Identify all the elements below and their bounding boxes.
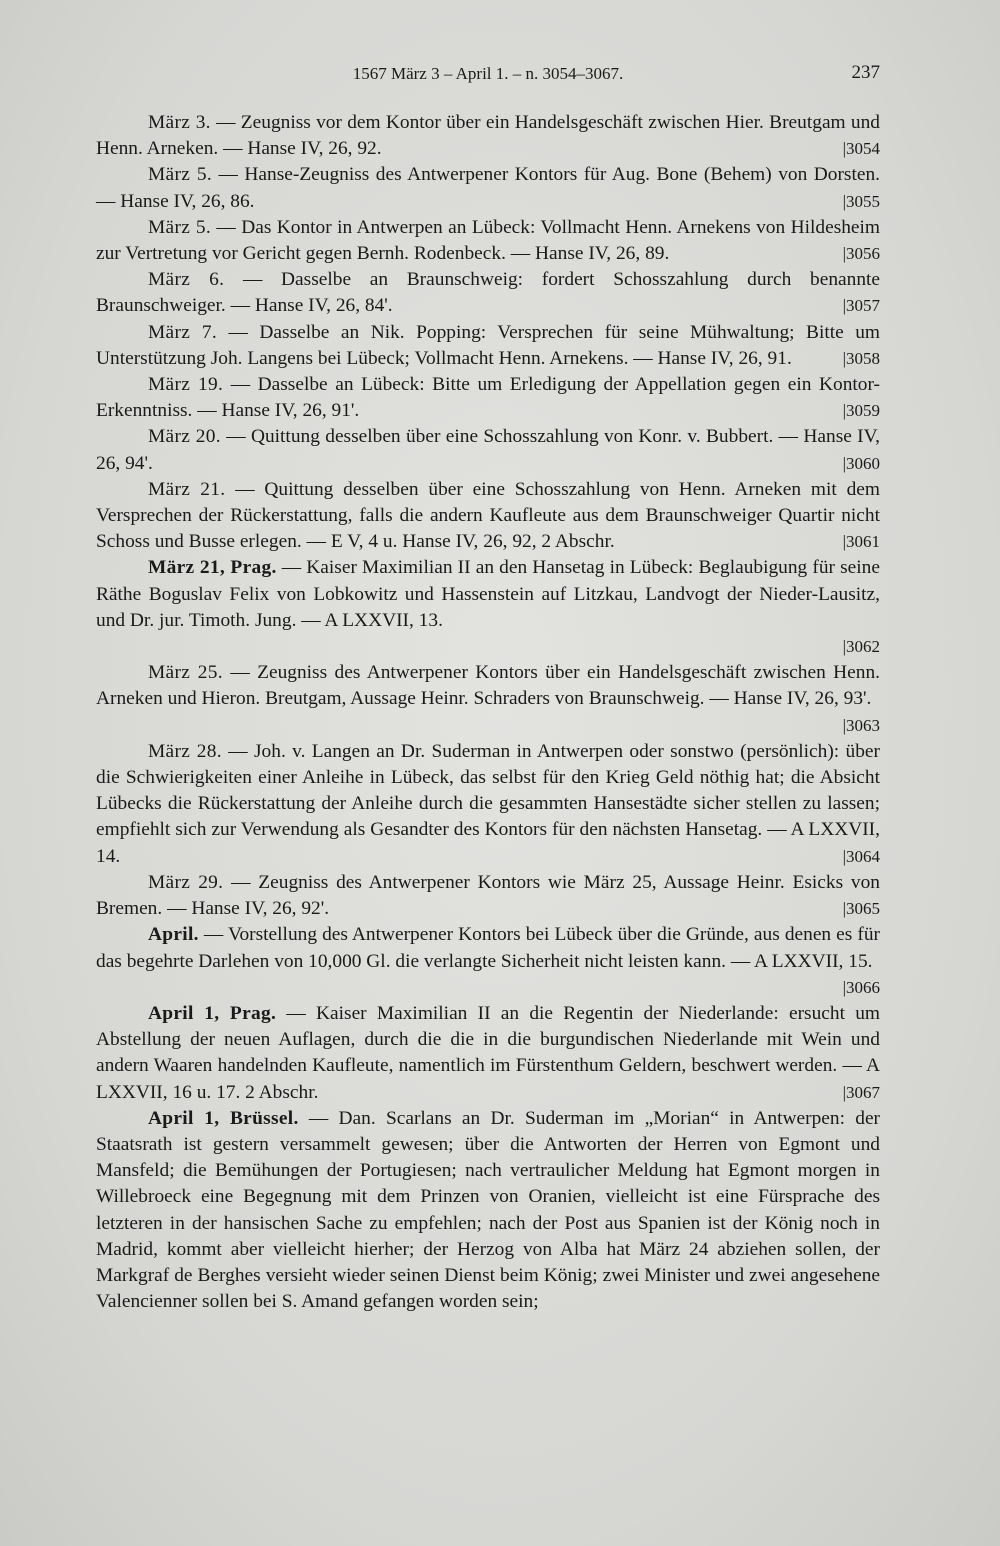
entry-number: |3054 — [842, 139, 880, 159]
entry-text: — Zeugniss vor dem Kontor über ein Handelsgeschäft zwischen Hier. Breutgam und Henn. Arneken. — Hanse IV, 26, 92. — [96, 112, 880, 160]
entry-text: — Kaiser Maximilian II an den Hansetag in Lübeck: Beglaubigung für seine Räthe Boguslav Felix von Lobkowitz und Hassenstein auf Litzkau, Landvogt der Nieder-Lausitz, und Dr. jur. Timoth. Jung. — A LXXVII, 13. — [96, 557, 880, 631]
running-title: 1567 März 3 – April 1. – n. 3054–3067. — [352, 64, 624, 83]
regest-entry — [96, 320, 880, 372]
entry-text: — Dasselbe an Braunschweig: fordert Schosszahlung durch benannte Braunschweiger. — Hanse IV, 26, 84'. — [96, 269, 881, 317]
entry-number: |3058 — [842, 348, 880, 368]
entry-number: |3056 — [842, 244, 880, 264]
regest-entry — [96, 555, 880, 660]
entry-number: |3067 — [842, 1082, 880, 1102]
entry-text: — Dan. Scarlans an Dr. Suderman im „Morian“ in Antwerpen: der Staatsrath ist gestern versammelt gewesen; über die Antworten der Herren von Egmont und Mansfeld; die Bemühungen der Portugiesen; nach vertraulicher Meldung hat Egmont morgen in Willebroeck eine Begegnung mit dem Prinzen von Oranien, vielleicht ist eine Fürsprache des letzteren in der hansischen Sache zu empfehlen; nach der Post aus Spanien ist der König noch in Madrid, kommt aber vielleicht hierher; der Herzog von Alba hat März 24 abziehen sollen, der Markgraf de Berghes versieht wieder seinen Dienst beim König; zwei Minister und zwei angesehene Valencienner sollen bei S. Amand gefangen worden sein; — [96, 1107, 881, 1313]
entry-text: — Quittung desselben über eine Schosszahlung von Konr. v. Bubbert. — Hanse IV, 26, 94'. — [96, 426, 880, 474]
regest-entry — [96, 1001, 880, 1106]
regest-entry — [96, 110, 880, 162]
entry-date: März 7. — [148, 321, 218, 343]
entry-text: — Hanse-Zeugniss des Antwerpener Kontors für Aug. Bone (Behem) von Dorsten. — Hanse IV, 26, 86. — [96, 164, 881, 212]
regest-entry — [96, 424, 880, 476]
regest-entry — [96, 477, 880, 556]
regest-entry — [96, 215, 880, 267]
entry-date: März 5. — [148, 216, 211, 238]
entry-date: April 1, Brüssel. — [148, 1107, 299, 1129]
entry-date: März 28. — [148, 740, 222, 762]
entry-number: |3059 — [842, 401, 880, 421]
regest-entry — [96, 267, 880, 319]
regest-list — [96, 110, 880, 1315]
regest-entry — [96, 870, 880, 922]
entry-date: März 5. — [148, 164, 213, 186]
entry-text: — Joh. v. Langen an Dr. Suderman in Antwerpen oder sonstwo (persönlich): über die Schwierigkeiten einer Anleihe in Lübeck, das selbst für den Krieg Geld nöthig hat; die Absicht Lübecks die Rückerstattung der Anleihe durch die gesammten Hansestädte sicher stellen zu lassen; empfiehlt sich zur Verwendung als Gesandter des Kontors für den nächsten Hansetag. — A LXXVII, 14. — [96, 740, 880, 867]
entry-text: — Quittung desselben über eine Schosszahlung von Henn. Arneken mit dem Versprechen der Rückerstattung, falls die andern Kaufleute aus dem Braunschweiger Quartir nicht Schoss und Busse erlegen. — E V, 4 u. Hanse IV, 26, 92, 2 Abschr. — [96, 478, 880, 553]
entry-text: — Das Kontor in Antwerpen an Lübeck: Vollmacht Henn. Arnekens von Hildesheim zur Vertretung vor Gericht gegen Bernh. Rodenbeck. — Hanse IV, 26, 89. — [96, 216, 881, 265]
entry-text: — Kaiser Maximilian II an die Regentin der Niederlande: ersucht um Abstellung der neuen Auflagen, durch die die in die burgundischen Niederlande mit Wein und andern Waaren handelnden Kaufleute, namentlich im Fürstenthum Geldern, beschwert werden. — A LXXVII, 16 u. 17. 2 Abschr. — [96, 1002, 880, 1103]
entry-date: März 3. — [148, 112, 211, 133]
entry-number: |3055 — [842, 191, 880, 211]
entry-date: April. — [148, 924, 199, 946]
entry-number: |3061 — [842, 532, 880, 552]
entry-date: März 25. — [148, 662, 223, 684]
entry-number: |3057 — [842, 296, 880, 316]
regest-entry — [96, 372, 880, 424]
entry-text: — Zeugniss des Antwerpener Kontors wie März 25, Aussage Heinr. Esicks von Bremen. — Hanse IV, 26, 92'. — [96, 871, 881, 920]
entry-text: — Dasselbe an Nik. Popping: Versprechen für seine Mühwaltung; Bitte um Unterstützung Joh. Langens bei Lübeck; Vollmacht Henn. Arnekens. — Hanse IV, 26, 91. — [96, 321, 880, 369]
entry-date: März 21, Prag. — [148, 557, 277, 579]
entry-text: — Dasselbe an Lübeck: Bitte um Erledigung der Appellation gegen ein Kontor-Erkenntniss. — Hanse IV, 26, 91'. — [96, 374, 880, 422]
entry-number: |3063 — [842, 715, 880, 735]
entry-date: März 20. — [148, 426, 221, 448]
page-header — [96, 62, 880, 88]
entry-date: März 21. — [148, 478, 226, 500]
regest-entry — [96, 162, 880, 214]
entry-date: März 6. — [148, 269, 225, 291]
entry-date: März 29. — [148, 871, 224, 893]
entry-number: |3066 — [842, 977, 880, 997]
entry-number: |3065 — [842, 899, 880, 919]
entry-number: |3064 — [842, 846, 880, 866]
entry-date: April 1, Prag. — [148, 1002, 277, 1024]
regest-entry — [96, 739, 880, 870]
entry-number: |3062 — [842, 637, 880, 657]
entry-text: — Vorstellung des Antwerpener Kontors bei Lübeck über die Gründe, aus denen es für das begehrte Darlehen von 10,000 Gl. die verlangte Sicherheit nicht leisten kann. — A LXXVII, 15. — [96, 924, 880, 972]
regest-entry — [96, 660, 880, 739]
entry-number: |3060 — [842, 453, 880, 473]
entry-text: — Zeugniss des Antwerpener Kontors über ein Handelsgeschäft zwischen Henn. Arneken und Hieron. Breutgam, Aussage Heinr. Schraders von Braunschweig. — Hanse IV, 26, 93'. — [96, 662, 880, 710]
regest-entry — [96, 922, 880, 1001]
entry-date: März 19. — [148, 374, 224, 396]
regest-entry — [96, 1106, 880, 1316]
page-number: 237 — [851, 62, 880, 83]
